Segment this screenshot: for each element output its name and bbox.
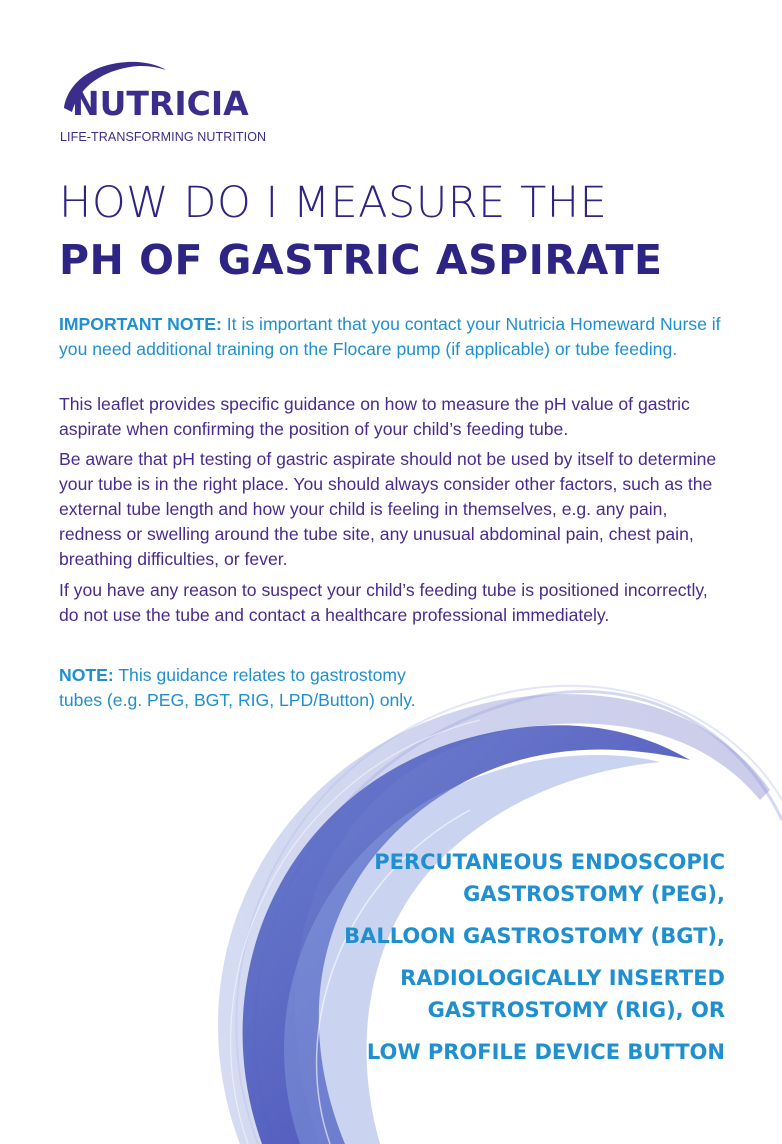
device-item-line: GASTROSTOMY (PEG), — [463, 882, 725, 906]
device-list — [305, 846, 725, 1078]
leaflet-paragraph: This leaflet provides specific guidance on how to measure the pH value of gastric aspirate when confirming the position of your child’s feeding tube. — [59, 394, 690, 439]
page-title-line1: HOW DO I MEASURE THE — [59, 178, 608, 228]
page-title-line2: PH OF GASTRIC ASPIRATE — [59, 236, 663, 284]
important-note — [59, 312, 731, 362]
important-note-lead: IMPORTANT NOTE: — [59, 314, 222, 334]
device-item-peg — [305, 846, 725, 910]
device-item-rig — [305, 962, 725, 1026]
note-paragraph — [59, 663, 439, 713]
nutricia-logo — [58, 56, 318, 148]
aware-paragraph: Be aware that pH testing of gastric aspirate should not be used by itself to determine your tube is in the right place. You should always consider other factors, such as the external tube length and how your child is feeling in themselves, e.g. any pain, redness or swelling around the tube site, any unusual abdominal pain, chest pain, breathing difficulties, or fever. — [59, 449, 717, 569]
brand-name: NUTRICIA — [72, 84, 249, 123]
suspect-paragraph: If you have any reason to suspect your child’s feeding tube is positioned incorrectly, do not use the tube and contact a healthcare professional immediately. — [59, 580, 708, 625]
device-item-line: PERCUTANEOUS ENDOSCOPIC — [374, 850, 725, 874]
device-item-line: GASTROSTOMY (RIG), OR — [427, 998, 725, 1022]
device-item-line: RADIOLOGICALLY INSERTED — [400, 966, 725, 990]
note-text: This guidance relates to gastrostomy tubes (e.g. PEG, BGT, RIG, LPD/Button) only. — [59, 665, 416, 710]
note-lead: NOTE: — [59, 665, 114, 685]
device-item-button — [305, 1036, 725, 1068]
brand-tagline: LIFE-TRANSFORMING NUTRITION — [60, 130, 267, 144]
important-note-text: It is important that you contact your Nutricia Homeward Nurse if you need additional training on the Flocare pump (if applicable) or tube feeding. — [59, 314, 721, 359]
device-item-line: BALLOON GASTROSTOMY (BGT), — [344, 924, 725, 948]
device-item-bgt — [305, 920, 725, 952]
device-item-line: LOW PROFILE DEVICE BUTTON — [366, 1040, 725, 1064]
